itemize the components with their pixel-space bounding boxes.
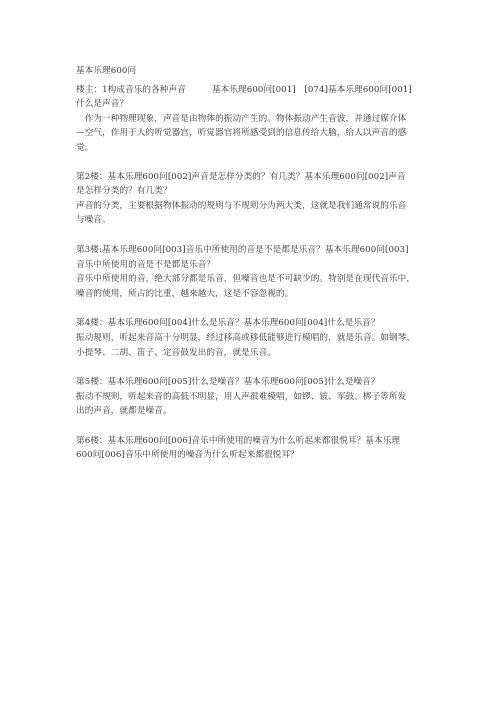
post-body-line: —空气，作用于人的听觉器官，听觉器官将所感受到的信息传给大脑，给人以声音的感 [76, 128, 407, 139]
post-header-line: 第4楼：基本乐理600问[004]什么是乐音？基本乐理600问[004]什么是乐音？ [76, 318, 380, 329]
post-header-line: 楼主：1构成音乐的各种声音 基本乐理600问[001] [074]基本乐理600问[001] [76, 84, 412, 95]
post-body-line: 出的声音，就都是噪音。 [76, 406, 172, 417]
post-header-line: 第3楼:基本乐理600问[003]音乐中所使用的音是不是都是乐音？基本乐理600问[003] [76, 244, 409, 255]
post-header-line: 600问[006]音乐中所使用的噪音为什么听起来都很悦耳？ [76, 450, 299, 461]
post-3 [76, 243, 432, 301]
post-body-line: 作为一种物理现象，声音是由物体的振动产生的。物体振动产生音波，并通过媒介体 [76, 113, 407, 124]
post-body-line: 声音的分类，主要根据物体振动的规则与不规则分为两大类，这就是我们通常说的乐音 [76, 200, 407, 211]
post-body-line: 觉。 [76, 142, 94, 153]
post-body-line: 噪音的使用，所占的比重，越来越大，这是不容忽视的。 [76, 288, 294, 299]
post-header-line: 什么是声音？ [76, 99, 129, 110]
post-1 [76, 83, 432, 156]
post-body-line: 振动规则，听起来音高十分明显，经过移高或移低能够进行模唱的，就是乐音。如钢琴、 [76, 332, 416, 343]
post-body-line: 音乐中所使用的音，绝大部分都是乐音，但噪音也是不可缺少的。特别是在现代音乐中， [76, 274, 416, 285]
document-page [76, 64, 432, 478]
post-body-line: 与噪音。 [76, 215, 111, 226]
post-header-line: 第5楼：基本乐理600问[005]什么是噪音？基本乐理600问[005]什么是噪音？ [76, 377, 380, 388]
post-header-line: 第6楼：基本乐理600问[006]音乐中所使用的噪音为什么听起来都很悦耳？基本乐理 [76, 435, 401, 446]
post-header-line: 第2楼：基本乐理600问[002]声音是怎样分类的？有几类？基本乐理600问[002]声音 [76, 171, 406, 182]
post-4 [76, 316, 432, 360]
post-header-line: 是怎样分类的？有几类？ [76, 186, 172, 197]
post-6 [76, 434, 432, 463]
post-body-line: 小提琴、二胡、笛子、定音鼓发出的音，就是乐音。 [76, 347, 276, 358]
document-title: 基本乐理600问 [76, 66, 137, 76]
post-header-line: 音乐中所使用的音是不是都是乐音？ [76, 259, 216, 270]
post-body-line: 振动不规则，听起来音的高低不明显，用人声很难模唱，如锣、钹、军鼓、梆子等所发 [76, 391, 407, 402]
post-5 [76, 375, 432, 419]
post-2 [76, 170, 432, 228]
